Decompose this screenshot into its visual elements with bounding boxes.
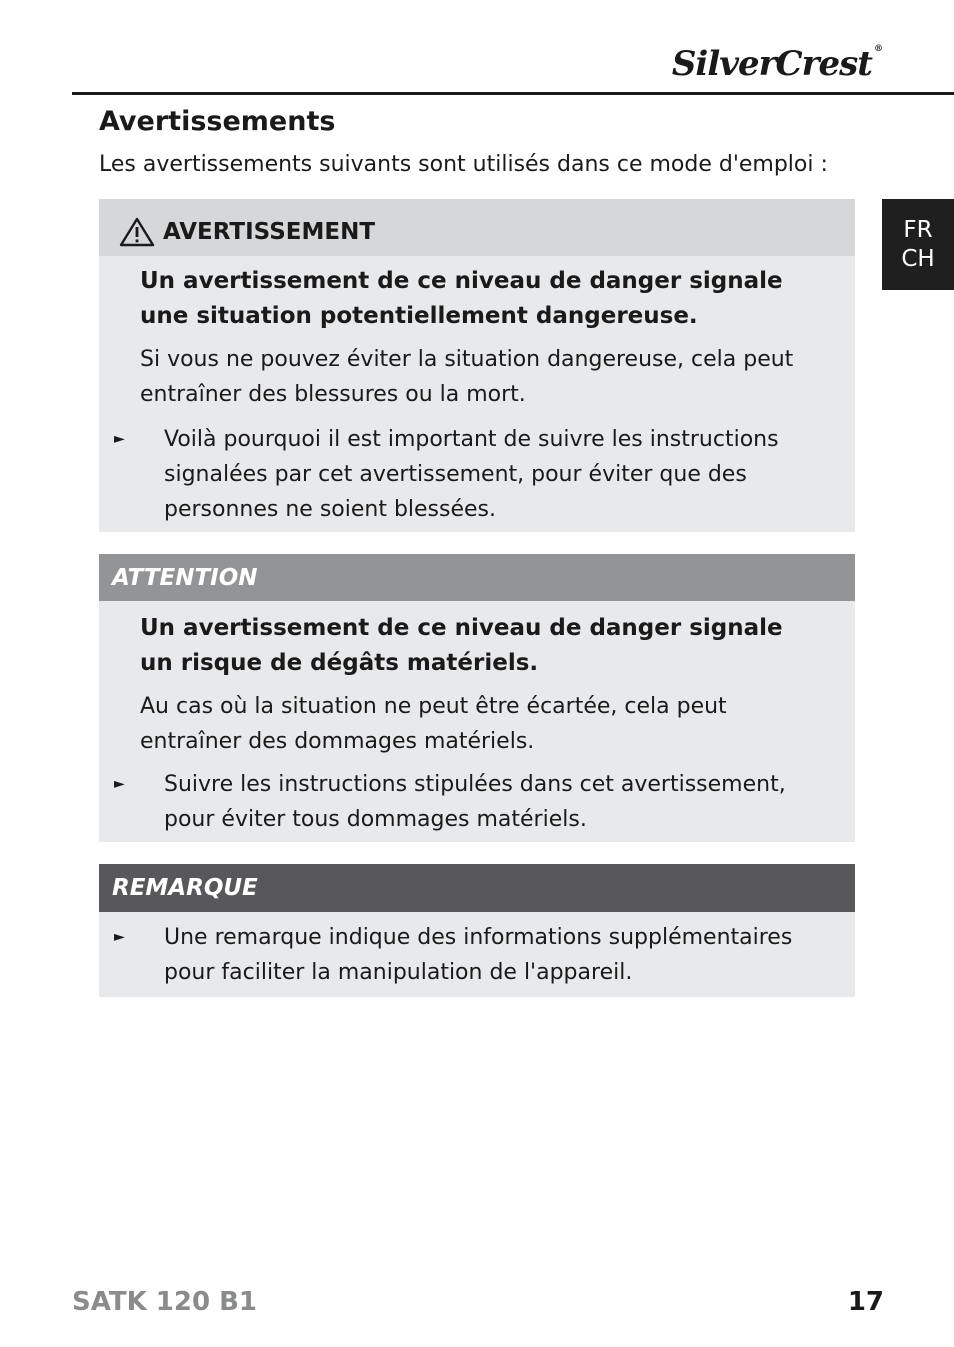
note-box — [99, 864, 855, 997]
warning-bullet — [114, 422, 815, 527]
warning-signal-text: Un avertissement de ce niveau de danger signale une situation potentiellement dangereuse. — [140, 268, 783, 329]
registered-mark: ® — [874, 44, 882, 54]
section-title: Avertissements — [99, 106, 336, 137]
warning-heading: AVERTISSEMENT — [163, 218, 376, 245]
note-box-body — [99, 912, 855, 990]
header-rule — [72, 92, 954, 95]
caution-heading: ATTENTION — [112, 564, 258, 591]
caution-bullet — [114, 767, 815, 837]
caution-bullet-text: Suivre les instructions stipulées dans cet avertissement, pour éviter tous dommages matériels. — [164, 772, 786, 832]
caution-box-header — [99, 554, 855, 601]
language-code-ch: CH — [901, 246, 935, 272]
warning-description: Si vous ne pouvez éviter la situation dangereuse, cela peut entraîner des blessures ou la mort. — [140, 347, 794, 407]
language-tab — [882, 199, 954, 290]
caution-box-body — [99, 601, 855, 837]
brand-name: SilverCrest — [671, 44, 872, 84]
warning-box-header — [99, 199, 855, 256]
bullet-arrow-icon: ► — [114, 431, 125, 447]
warning-box-body — [99, 256, 855, 527]
caution-description: Au cas où la situation ne peut être écartée, cela peut entraîner des dommages matériels. — [140, 694, 727, 754]
note-heading: REMARQUE — [112, 875, 258, 901]
warning-triangle-icon — [119, 217, 155, 247]
brand-logo — [672, 44, 882, 84]
note-bullet — [114, 920, 815, 990]
footer-model-number: SATK 120 B1 — [72, 1287, 257, 1317]
language-code-fr: FR — [903, 217, 933, 243]
section-intro: Les avertissements suivants sont utilisés dans ce mode d'emploi : — [99, 152, 828, 177]
note-box-header — [99, 864, 855, 912]
warning-bullet-text: Voilà pourquoi il est important de suivre les instructions signalées par cet avertissement, pour éviter que des personnes ne soient blessées. — [164, 427, 779, 522]
bullet-arrow-icon: ► — [114, 776, 125, 792]
warning-box — [99, 199, 855, 532]
footer-page-number: 17 — [847, 1287, 884, 1317]
caution-signal-text: Un avertissement de ce niveau de danger signale un risque de dégâts matériels. — [140, 615, 783, 676]
bullet-arrow-icon: ► — [114, 929, 125, 945]
caution-box — [99, 554, 855, 842]
note-bullet-text: Une remarque indique des informations supplémentaires pour faciliter la manipulation de l'appareil. — [164, 925, 793, 985]
